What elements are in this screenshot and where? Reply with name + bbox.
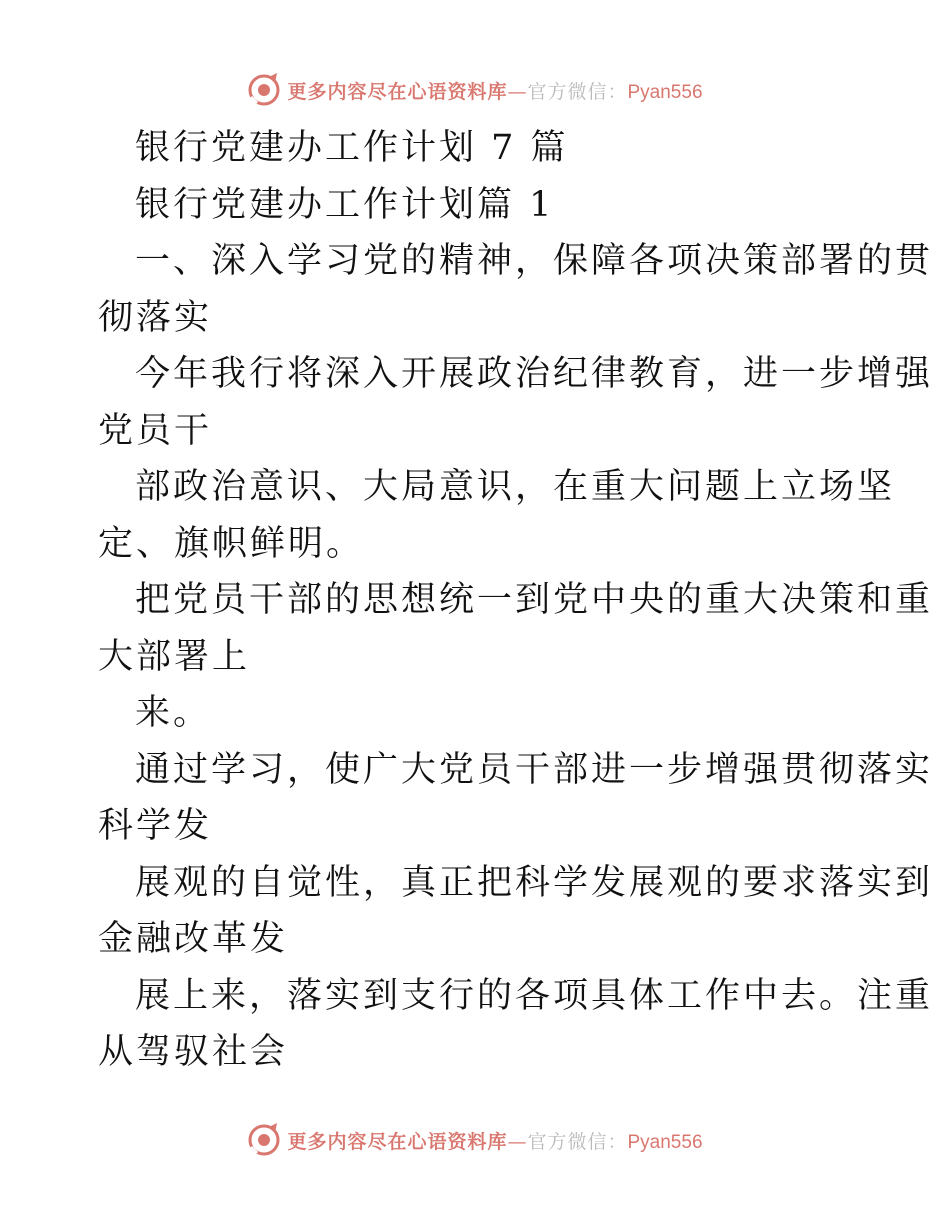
document-line: 展上来，落实到支行的各项具体工作中去。注重: [135, 975, 934, 1016]
document-line: 金融改革发: [98, 919, 289, 959]
footer-watermark: [0, 1120, 950, 1160]
document-body: [98, 120, 934, 1081]
document-line: 展观的自觉性，真正把科学发展观的要求落实到: [135, 862, 934, 903]
header-watermark: [0, 70, 950, 110]
document-line: 通过学习，使广大党员干部进一步增强贯彻落实: [135, 749, 934, 790]
document-line: 今年我行将深入开展政治纪律教育，进一步增强: [135, 354, 934, 394]
document-line: 大部署上: [98, 636, 251, 677]
document-line: 来。: [135, 693, 212, 733]
watermark-text: [287, 1127, 702, 1154]
document-line: 部政治意识、大局意识，在重大问题上立场坚: [135, 467, 896, 507]
watermark-text: [287, 77, 702, 104]
document-line: 彻落实: [98, 297, 213, 338]
watermark-wechat-label: 官方微信：: [527, 80, 628, 103]
document-line: 银行党建办工作计划 7 篇: [135, 128, 569, 168]
document-line: 定、旗帜鲜明。: [98, 523, 365, 564]
watermark-wechat-id: Pyan556: [627, 1131, 703, 1153]
watermark-dash: —: [507, 1130, 528, 1153]
document-line: 党员干: [98, 410, 213, 451]
document-line: 从驾驭社会: [98, 1032, 289, 1072]
document-line: 把党员干部的思想统一到党中央的重大决策和重: [135, 580, 934, 620]
document-line: 银行党建办工作计划篇 1: [135, 184, 555, 225]
document-line: 一、深入学习党的精神，保障各项决策部署的贯: [135, 241, 934, 281]
brand-logo-icon: [247, 1123, 281, 1157]
document-line: 科学发: [98, 806, 213, 846]
watermark-dash: —: [507, 80, 528, 103]
brand-logo-icon: [247, 73, 281, 107]
watermark-brand: 更多内容尽在心语资料库: [287, 80, 508, 103]
watermark-wechat-label: 官方微信：: [527, 1130, 628, 1153]
watermark-brand: 更多内容尽在心语资料库: [287, 1130, 508, 1153]
watermark-wechat-id: Pyan556: [627, 81, 703, 103]
